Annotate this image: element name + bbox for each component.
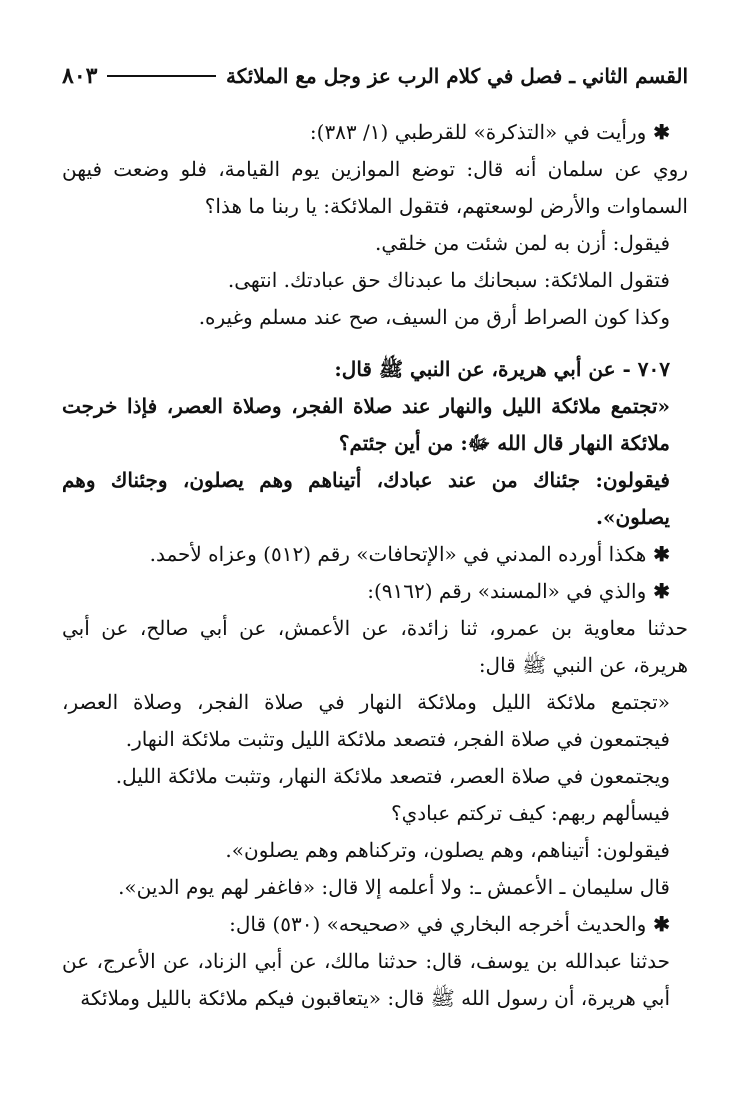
header-rule <box>107 75 216 77</box>
paragraph: ✱ والحديث أخرجه البخاري في «صحيحه» (٥٣٠) قال: <box>229 912 670 936</box>
paragraph: فيسألهم ربهم: كيف تركتم عبادي؟ <box>390 801 670 825</box>
paragraph: فيقولون: أتيناهم، وهم يصلون، وتركناهم وهم يصلون». <box>225 838 670 862</box>
hadith-text: فيقولون: جئناك من عند عبادك، أتيناهم وهم يصلون، وجئناك وهم يصلون». <box>62 468 670 529</box>
hadith-heading: ٧٠٧ - عن أبي هريرة، عن النبي ﷺ قال: <box>334 357 670 381</box>
header-title: القسم الثاني ـ فصل في كلام الرب عز وجل مع الملائكة <box>225 64 688 88</box>
page-number: ٨٠٣ <box>62 63 98 89</box>
paragraph: ويجتمعون في صلاة العصر، فتصعد ملائكة النهار، وتثبت ملائكة الليل. <box>115 764 670 788</box>
asterisk-icon: ✱ <box>646 542 670 566</box>
hadith-text: «تجتمع ملائكة الليل والنهار عند صلاة الفجر، وصلاة العصر، فإذا خرجت ملائكة النهار قال الله ﷻ: من أين جئتم؟ <box>62 394 670 455</box>
paragraph: فيقول: أزن به لمن شئت من خلقي. <box>374 231 670 255</box>
asterisk-icon: ✱ <box>646 579 670 603</box>
paragraph: ✱ ورأيت في «التذكرة» للقرطبي (١/ ٣٨٣): <box>309 120 670 144</box>
paragraph: ✱ والذي في «المسند» رقم (٩١٦٢): <box>367 579 670 603</box>
paragraph: حدثنا معاوية بن عمرو، ثنا زائدة، عن الأعمش، عن أبي صالح، عن أبي هريرة، عن النبي ﷺ قال: <box>62 616 688 677</box>
asterisk-icon: ✱ <box>646 120 670 144</box>
page-body <box>62 114 688 1109</box>
paragraph: قال سليمان ـ الأعمش ـ: ولا أعلمه إلا قال: «فاغفر لهم يوم الدين». <box>118 875 670 899</box>
paragraph: حدثنا عبدالله بن يوسف، قال: حدثنا مالك، عن أبي الزناد، عن الأعرج، عن أبي هريرة، أن رسول الله ﷺ قال: «يتعاقبون فيكم ملائكة بالليل وملائكة <box>62 949 670 1010</box>
running-header <box>62 56 688 96</box>
asterisk-icon: ✱ <box>646 912 670 936</box>
paragraph: فتقول الملائكة: سبحانك ما عبدناك حق عبادتك. انتهى. <box>227 268 670 292</box>
paragraph: «تجتمع ملائكة الليل وملائكة النهار في صلاة الفجر، وصلاة العصر، فيجتمعون في صلاة الفجر، فتصعد ملائكة الليل وتثبت ملائكة النهار. <box>62 690 670 751</box>
paragraph: روي عن سلمان أنه قال: توضع الموازين يوم القيامة، فلو وضعت فيهن السماوات والأرض لوسعتهم، فتقول الملائكة: يا ربنا ما هذا؟ <box>62 157 688 218</box>
paragraph: ✱ هكذا أورده المدني في «الإتحافات» رقم (٥١٢) وعزاه لأحمد. <box>149 542 670 566</box>
paragraph: وكذا كون الصراط أرق من السيف، صح عند مسلم وغيره. <box>198 305 670 329</box>
